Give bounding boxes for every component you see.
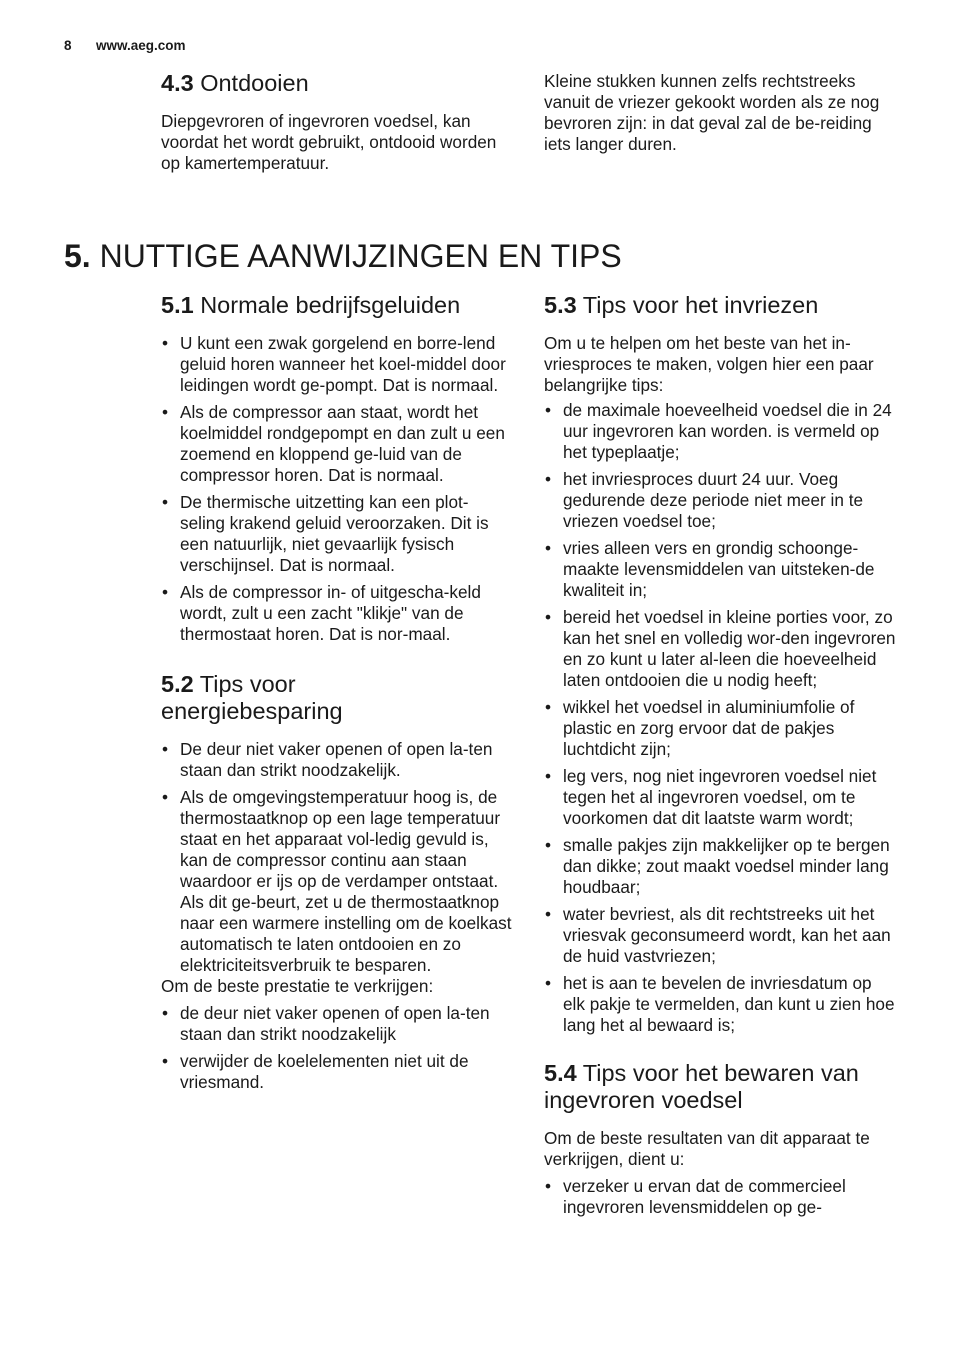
list-item: • Als de compressor in- of uitgescha-keld wordt, zult u een zacht "klikje" van de thermostaat horen. Dat is nor-maal. [161,582,513,645]
section-heading-5-4: 5.4 Tips voor het bewaren van ingevroren voedsel [544,1060,859,1113]
left-column [161,292,513,1099]
list-item: • verwijder de koelelementen niet uit de vriesmand. [161,1051,513,1093]
list-item: • Als de compressor aan staat, wordt het koelmiddel rondgepompt en dan zult u een zoemend en kloppend ge-luid van de compressor horen. Dat is normaal. [161,402,513,486]
list-item: • bereid het voedsel in kleine porties voor, zo kan het snel en volledig wor-den ingevroren en zo kunt u later al-leen die hoeveelheid laten ontdooien die u nodig heeft; [544,607,896,691]
section-4-3 [161,70,513,174]
right-column [544,292,896,1224]
list-item: • De thermische uitzetting kan een plot-seling krakend geluid veroorzaken. Dit is een natuurlijk, niet gevaarlijk fysisch verschijnsel. Dat is normaal. [161,492,513,576]
bullet-list [544,400,896,1036]
list-item: • wikkel het voedsel in aluminiumfolie of plastic en zorg ervoor dat de pakjes luchtdicht zijn; [544,697,896,760]
bullet-list [161,333,513,645]
list-item: • leg vers, nog niet ingevroren voedsel niet tegen het al ingevroren voedsel, om te voorkomen dat dit laatste warm wordt; [544,766,896,829]
page-header [64,38,186,53]
section-heading: 4.3 Ontdooien [161,70,309,96]
bullet-list [161,1003,513,1093]
list-item: • water bevriest, als dit rechtstreeks uit het vriesvak geconsumeerd wordt, kan het aan de huid vastvriezen; [544,904,896,967]
paragraph: Om u te helpen om het beste van het in-vriesproces te maken, volgen hier een paar belangrijke tips: [544,333,874,395]
chapter-title: 5. NUTTIGE AANWIJZINGEN EN TIPS [64,238,622,274]
list-item: • Als de omgevingstemperatuur hoog is, de thermostaatknop op een lage temperatuur staat en het apparaat vol-ledig gevuld is, kan de compressor continu aan staan waardoor er ijs op de verdamper ontstaat. Als dit ge-beurt, zet u de thermostaatknop naar een warmere instelling om de koelkast automatisch te laten ontdooien en zo elektriciteitsverbruik te besparen. [161,787,513,976]
list-item: • de deur niet vaker openen of open la-ten staan dan strikt noodzakelijk [161,1003,513,1045]
section-heading-5-3: 5.3 Tips voor het invriezen [544,292,819,318]
paragraph: Om de beste prestatie te verkrijgen: [161,976,434,996]
list-item: • smalle pakjes zijn makkelijker op te bergen dan dikke; zout maakt voedsel minder lang houdbaar; [544,835,896,898]
section-heading-5-1: 5.1 Normale bedrijfsgeluiden [161,292,461,318]
list-item: • vries alleen vers en grondig schoonge-maakte levensmiddelen van uitsteken-de kwaliteit in; [544,538,896,601]
list-item: • het is aan te bevelen de invriesdatum op elk pakje te vermelden, dan kunt u zien hoe lang het al bewaard is; [544,973,896,1036]
paragraph: Kleine stukken kunnen zelfs rechtstreeks vanuit de vriezer gekookt worden als ze nog bevroren zijn: in dat geval zal de be-reiding iets langer duren. [544,71,880,154]
section-4-3-continued [544,71,896,155]
bullet-list [161,739,513,976]
list-item: • U kunt een zwak gorgelend en borre-lend geluid horen wanneer het koel-middel door leidingen wordt ge-pompt. Dat is normaal. [161,333,513,396]
page-number: 8 [64,38,72,53]
list-item: • De deur niet vaker openen of open la-ten staan dan strikt noodzakelijk. [161,739,513,781]
list-item: • het invriesproces duurt 24 uur. Voeg gedurende deze periode niet meer in te vriezen voedsel toe; [544,469,896,532]
bullet-list [544,1176,896,1218]
paragraph: Diepgevroren of ingevroren voedsel, kan voordat het wordt gebruikt, ontdooid worden op kamertemperatuur. [161,111,497,173]
website-url: www.aeg.com [96,38,186,53]
list-item: • verzeker u ervan dat de commercieel ingevroren levensmiddelen op ge- [544,1176,896,1218]
list-item: • de maximale hoeveelheid voedsel die in 24 uur ingevroren kan worden. is vermeld op het typeplaatje; [544,400,896,463]
paragraph: Om de beste resultaten van dit apparaat te verkrijgen, dient u: [544,1128,870,1169]
section-heading-5-2: 5.2 Tips voor energiebesparing [161,671,343,724]
